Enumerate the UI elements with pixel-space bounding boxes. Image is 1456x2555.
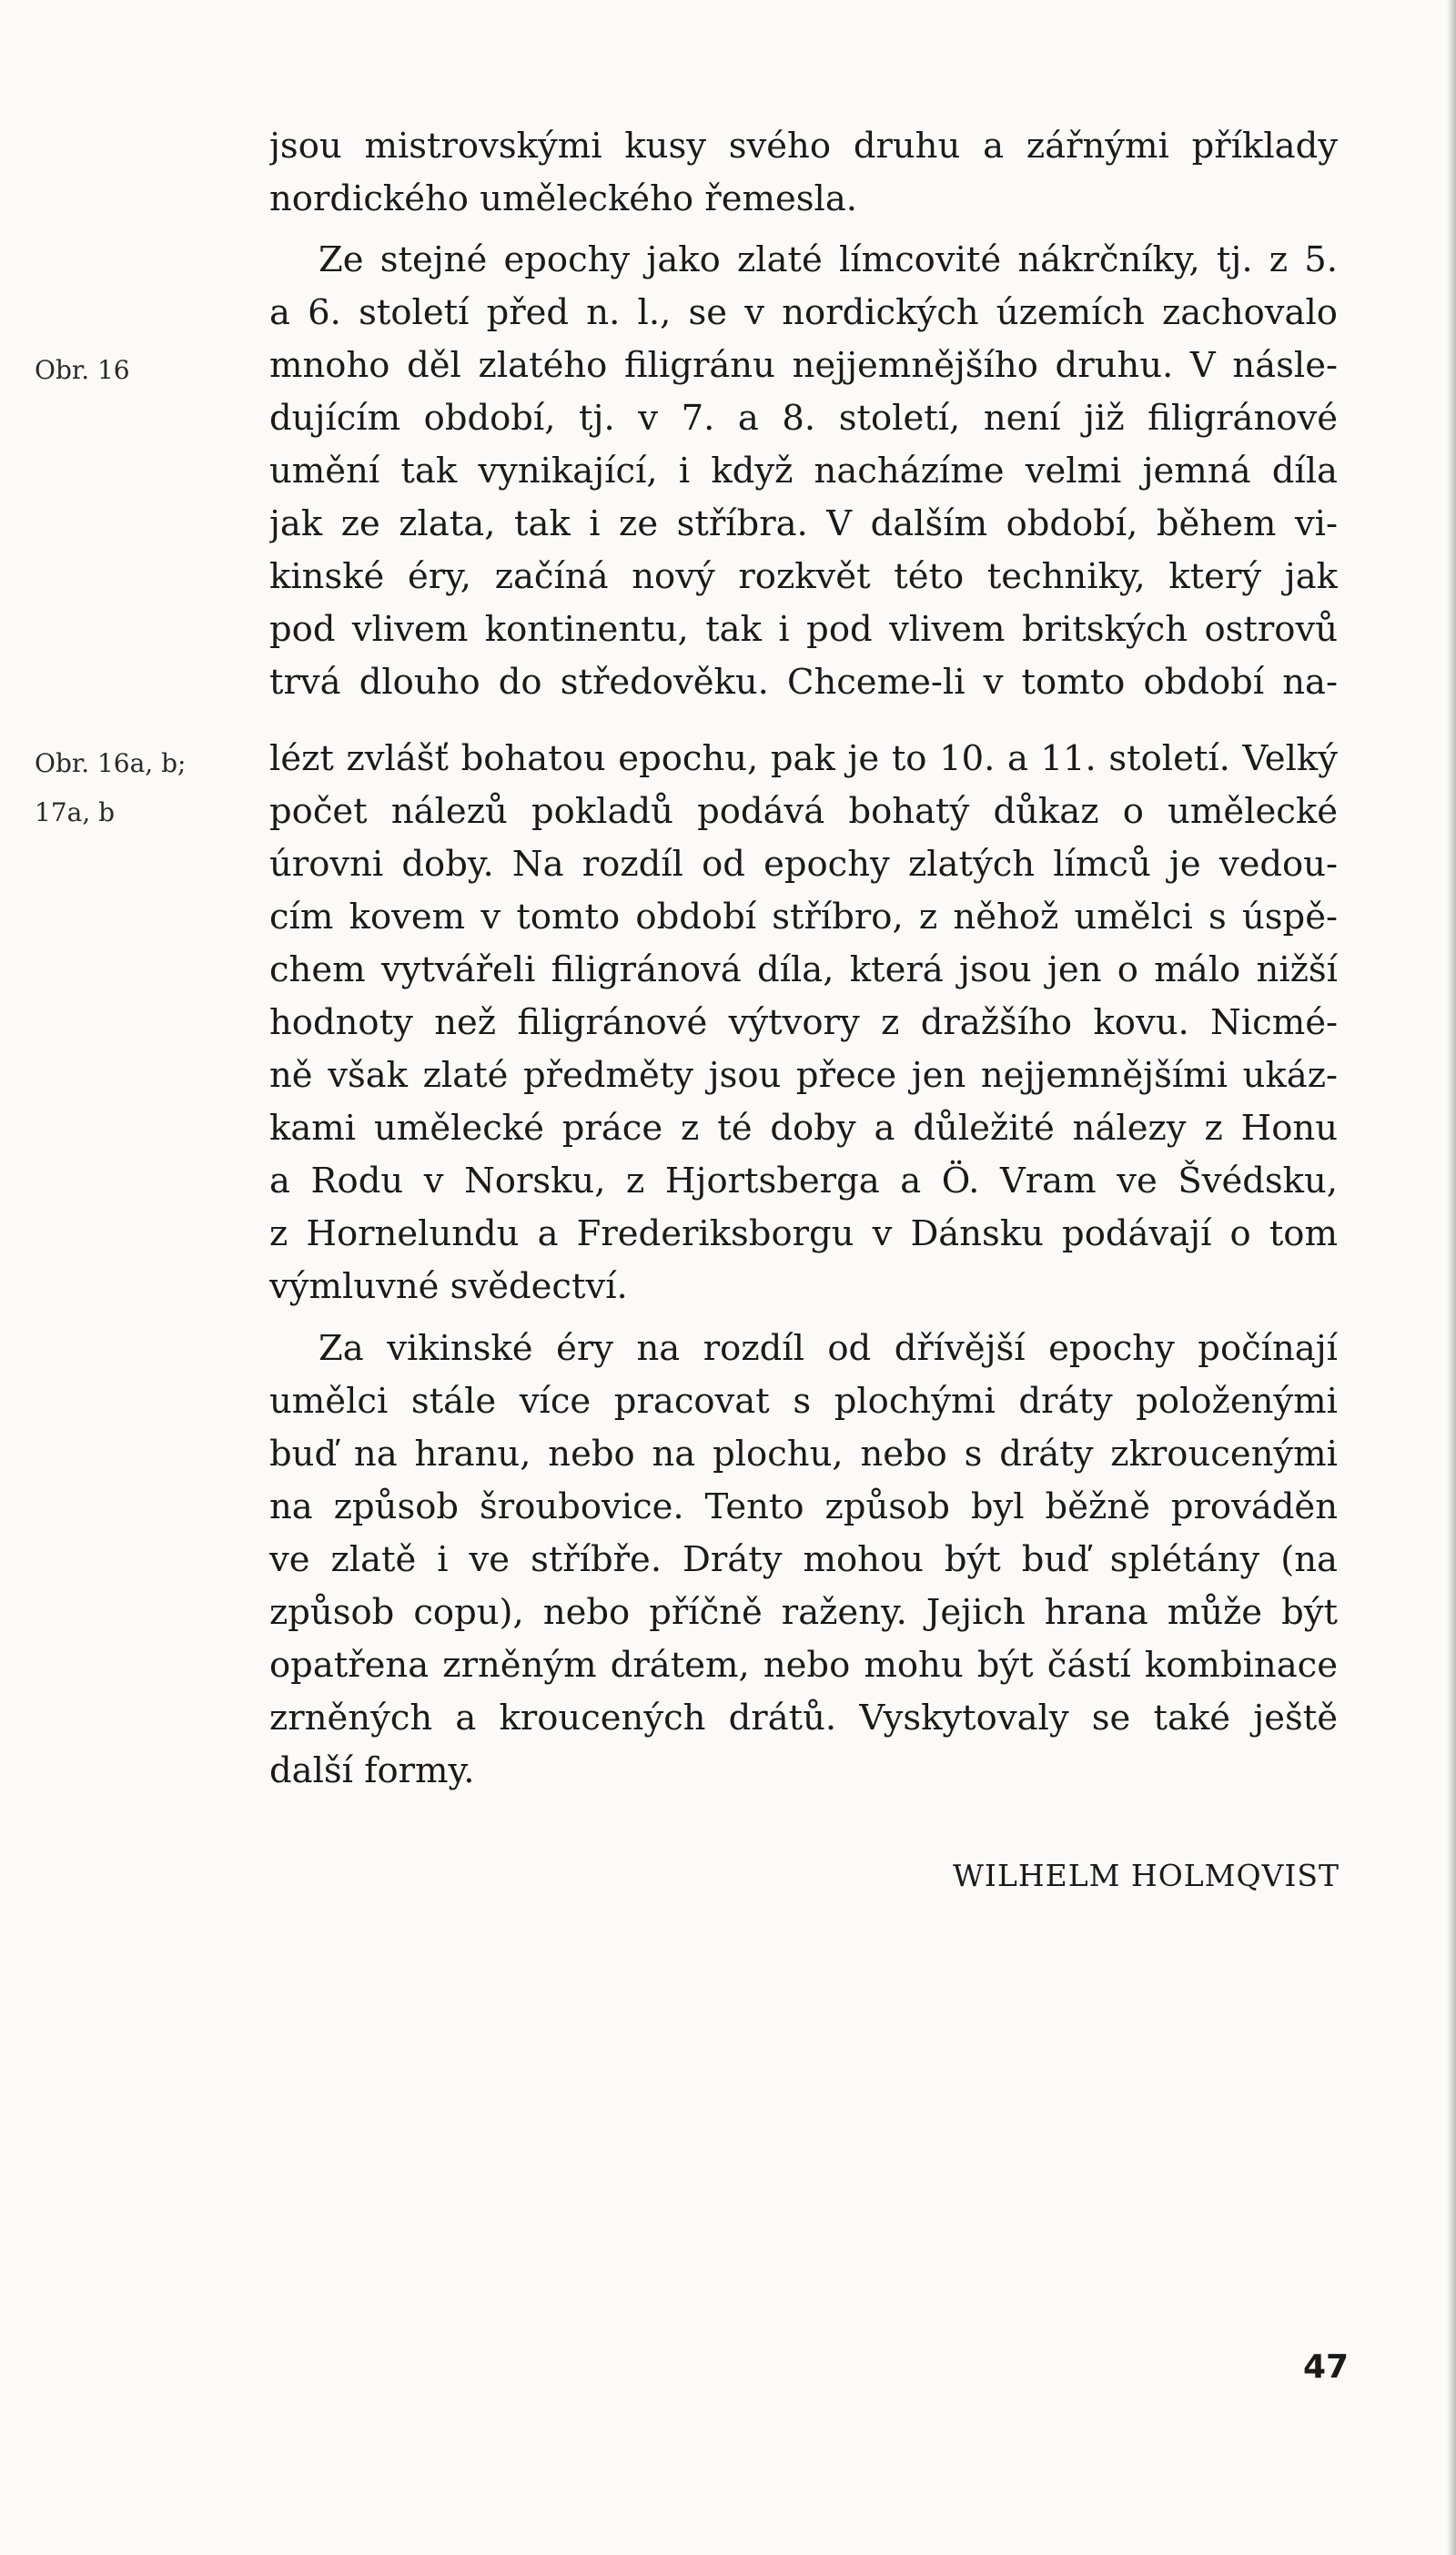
text-line: chem vytvářeli filigránová díla, která jsou jen o málo nižší xyxy=(269,949,1338,990)
text-line: cím kovem v tomto období stříbro, z něhož umělci s úspě- xyxy=(269,897,1338,938)
text-line: kami umělecké práce z té doby a důležité nálezy z Honu xyxy=(269,1108,1338,1149)
text-line: buď na hranu, nebo na plochu, nebo s dráty zkroucenými xyxy=(269,1434,1338,1475)
author-signature: WILHELM HOLMQVIST xyxy=(952,1858,1340,1893)
text-line: pod vlivem kontinentu, tak i pod vlivem britských ostrovů xyxy=(269,609,1338,650)
margin-note-figure-16a-b: Obr. 16a, b; xyxy=(35,748,187,778)
page-number: 47 xyxy=(1303,2348,1350,2386)
margin-note-figure-16: Obr. 16 xyxy=(35,355,130,385)
text-line: hodnoty než filigránové výtvory z dražšího kovu. Nicmé- xyxy=(269,1002,1338,1043)
text-line: nordického uměleckého řemesla. xyxy=(269,178,858,219)
text-line: trvá dlouho do středověku. Chceme-li v tomto období na- xyxy=(269,662,1338,703)
page-edge-shadow xyxy=(1447,0,1456,2555)
text-line: jsou mistrovskými kusy svého druhu a zářnými příklady xyxy=(269,126,1338,167)
text-line: kinské éry, začíná nový rozkvět této techniky, který jak xyxy=(269,556,1338,597)
text-line: výmluvné svědectví. xyxy=(269,1266,628,1307)
text-line: Ze stejné epochy jako zlaté límcovité nákrčníky, tj. z 5. xyxy=(318,239,1338,280)
text-line: opatřena zrněným drátem, nebo mohu být částí kombinace xyxy=(269,1645,1338,1686)
text-line: jak ze zlata, tak i ze stříbra. V dalším období, během vi- xyxy=(269,503,1338,544)
text-line: z Hornelundu a Frederiksborgu v Dánsku podávají o tom xyxy=(269,1213,1338,1254)
text-line: úrovni doby. Na rozdíl od epochy zlatých límců je vedou- xyxy=(269,844,1338,885)
text-line: umělci stále více pracovat s plochými dráty položenými xyxy=(269,1381,1338,1422)
text-line: lézt zvlášť bohatou epochu, pak je to 10. a 11. století. Velký xyxy=(269,738,1338,779)
text-line: další formy. xyxy=(269,1750,475,1791)
text-line: způsob copu), nebo příčně raženy. Jejich hrana může být xyxy=(269,1592,1338,1633)
text-line: počet nálezů pokladů podává bohatý důkaz o umělecké xyxy=(269,791,1338,832)
text-line: mnoho děl zlatého filigránu nejjemnějšího druhu. V násle- xyxy=(269,345,1338,386)
text-line: a 6. století před n. l., se v nordických územích zachovalo xyxy=(269,292,1338,333)
text-line: dujícím období, tj. v 7. a 8. století, není již filigránové xyxy=(269,398,1338,439)
text-line: ve zlatě i ve stříbře. Dráty mohou být buď splétány (na xyxy=(269,1539,1338,1580)
text-line: Za vikinské éry na rozdíl od dřívější epochy počínají xyxy=(318,1328,1338,1369)
text-line: a Rodu v Norsku, z Hjortsberga a Ö. Vram ve Švédsku, xyxy=(269,1161,1338,1201)
text-line: na způsob šroubovice. Tento způsob byl běžně prováděn xyxy=(269,1486,1338,1527)
text-line: zrněných a kroucených drátů. Vyskytovaly se také ještě xyxy=(269,1698,1338,1739)
text-line: umění tak vynikající, i když nacházíme velmi jemná díla xyxy=(269,451,1338,492)
margin-note-figure-17a-b: 17a, b xyxy=(35,797,116,827)
text-line: ně však zlaté předměty jsou přece jen nejjemnějšími ukáz- xyxy=(269,1055,1338,1096)
